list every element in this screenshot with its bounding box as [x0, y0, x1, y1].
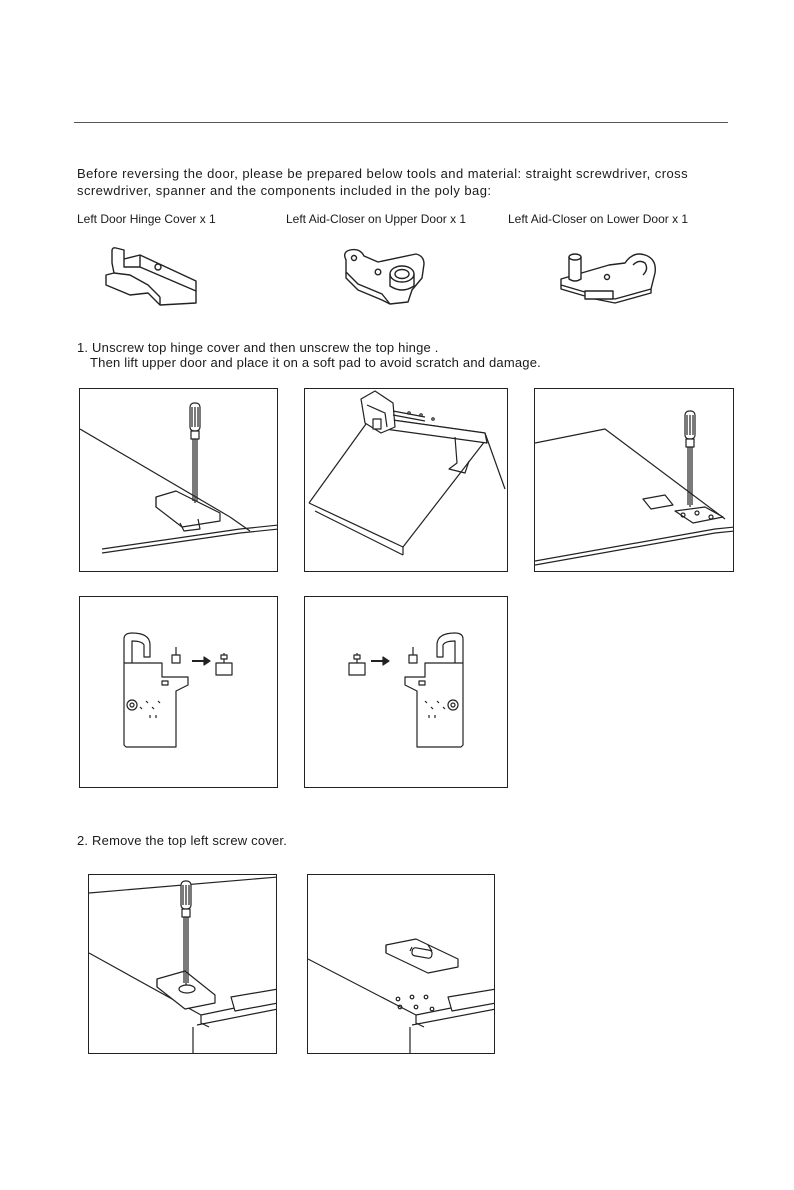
- upper-aid-closer-icon: [338, 244, 438, 310]
- header-rule: [74, 122, 728, 123]
- step1-instruction: [77, 340, 541, 370]
- lower-aid-closer-icon: [555, 243, 665, 309]
- step2-figure-cover-removed: [307, 874, 495, 1054]
- step1-figure-move-pin-left: [79, 596, 278, 788]
- step1-figure-lift-door: [304, 388, 508, 572]
- step2-instruction: [77, 833, 287, 848]
- step2-figure-unscrew-cover: [88, 874, 277, 1054]
- step1-figure-move-pin-right: [304, 596, 508, 788]
- part-label-hinge-cover: Left Door Hinge Cover x 1: [77, 212, 216, 226]
- part-label-lower-aid-closer: Left Aid-Closer on Lower Door x 1: [508, 212, 689, 226]
- part-label-upper-aid-closer: Left Aid-Closer on Upper Door x 1: [286, 212, 467, 226]
- intro-text: Before reversing the door, please be prepared below tools and material: straight screwdriver, cross screwdriver, spanner and the components included in the poly bag:: [77, 166, 689, 198]
- step1-line2: Then lift upper door and place it on a soft pad to avoid scratch and damage.: [90, 355, 541, 370]
- step1-line1: 1. Unscrew top hinge cover and then unscrew the top hinge .: [77, 340, 439, 355]
- step1-figure-unscrew-hinge: [534, 388, 734, 572]
- step2-line1: 2. Remove the top left screw cover.: [77, 833, 288, 848]
- step1-figure-unscrew-cover: [79, 388, 278, 572]
- hinge-cover-icon: [100, 245, 210, 310]
